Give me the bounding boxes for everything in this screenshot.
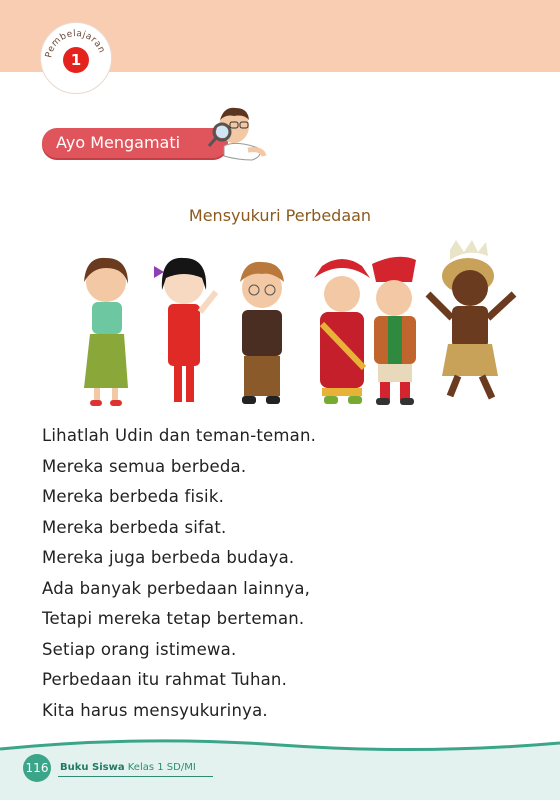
poem-line: Kita harus mensyukurinya.	[42, 700, 268, 720]
child-4-figure	[314, 259, 370, 404]
poem-line: Lihatlah Udin dan teman-teman.	[42, 426, 317, 445]
boy-magnifier-icon	[204, 100, 270, 174]
child-2-figure	[154, 258, 216, 402]
footer-divider	[58, 776, 213, 777]
section-banner: Ayo Mengamati	[42, 128, 228, 158]
poem-line: Tetapi mereka tetap berteman.	[42, 609, 305, 628]
poem-line: Ada banyak perbedaan lainnya,	[42, 578, 311, 598]
poem-line: Setiap orang istimewa.	[42, 639, 237, 659]
lesson-badge	[40, 22, 112, 94]
poem-line: Mereka juga berbeda budaya.	[42, 548, 295, 567]
footer-book-info	[60, 762, 196, 773]
poem-lines	[42, 426, 316, 731]
children-illustration	[66, 238, 536, 410]
page-number: 116	[23, 754, 51, 782]
child-5-figure	[372, 257, 416, 405]
footer-book: Buku Siswa	[60, 762, 125, 773]
poem-line: Mereka berbeda sifat.	[42, 517, 227, 537]
lesson-label: Pembelajaran	[44, 28, 107, 59]
page-title: Mensyukuri Perbedaan	[188, 206, 372, 225]
poem-line: Mereka berbeda fisik.	[42, 487, 225, 506]
poem-line: Mereka semua berbeda.	[42, 456, 247, 476]
child-6-figure	[428, 240, 514, 398]
lesson-number: 1	[63, 47, 89, 73]
poem-line: Perbedaan itu rahmat Tuhan.	[42, 670, 288, 689]
child-3-figure	[240, 262, 284, 404]
footer-class: Kelas 1 SD/MI	[127, 762, 196, 773]
child-1-figure	[84, 258, 128, 406]
